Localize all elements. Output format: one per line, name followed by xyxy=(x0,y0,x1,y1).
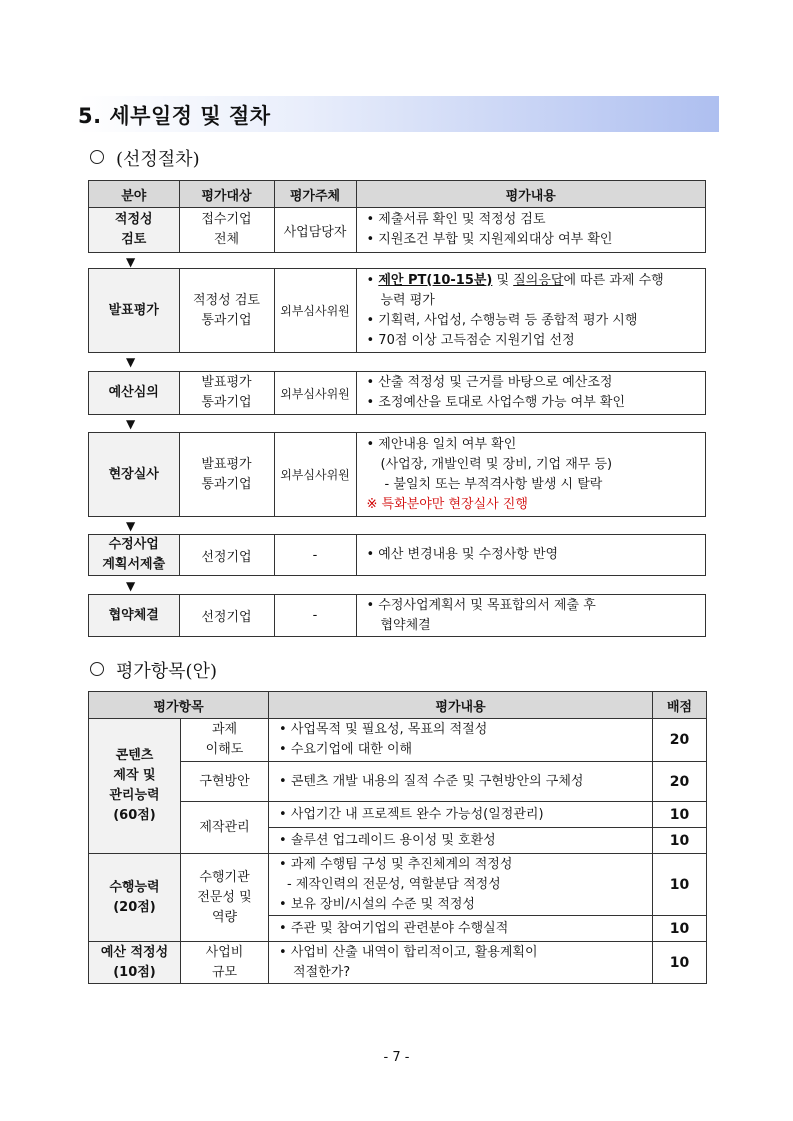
step-budget-review xyxy=(88,371,706,415)
score: 20 xyxy=(653,762,707,802)
group-content-production: 콘텐츠 제작 및 관리능력 (60점) xyxy=(89,719,181,854)
eval-content: • 사업비 산출 내역이 합리적이고, 활용계획이 적절한가? xyxy=(269,942,653,984)
group-budget-adequacy: 예산 적정성 (10점) xyxy=(89,942,181,984)
down-arrow-icon: ▼ xyxy=(126,417,136,431)
step-revised-plan xyxy=(88,534,706,576)
eval-content: • 주관 및 참여기업의 관련분야 수행실적 xyxy=(269,916,653,942)
step-evaluator: - xyxy=(274,535,356,575)
eval-content: • 솔루션 업그레이드 용이성 및 호환성 xyxy=(269,828,653,854)
header-content: 평가내용 xyxy=(356,181,705,208)
step-category: 현장실사 xyxy=(89,433,179,516)
down-arrow-icon: ▼ xyxy=(126,355,136,369)
group-execution-capability: 수행능력 (20점) xyxy=(89,854,181,942)
down-arrow-icon: ▼ xyxy=(126,579,136,593)
table-row xyxy=(89,762,707,802)
score: 10 xyxy=(653,854,707,916)
score: 10 xyxy=(653,828,707,854)
step-target: 선정기업 xyxy=(179,535,274,575)
step-content: • 제출서류 확인 및 적정성 검토 • 지원조건 부합 및 지원제외대상 여부 확인 xyxy=(356,208,705,253)
eval-content: • 콘텐츠 개발 내용의 질적 수준 및 구현방안의 구체성 xyxy=(269,762,653,802)
header-score: 배점 xyxy=(653,692,707,719)
evaluation-table xyxy=(88,691,707,984)
header-target: 평가대상 xyxy=(179,181,274,208)
eval-content: • 과제 수행팀 구성 및 추진체계의 적정성 - 제작인력의 전문성, 역할분담 적정성 • 보유 장비/시설의 수준 및 적정성 xyxy=(269,854,653,916)
circle-bullet-icon xyxy=(90,150,104,164)
table-row xyxy=(89,802,707,828)
step-row xyxy=(89,208,705,253)
sub-item: 과제 이해도 xyxy=(181,719,269,762)
score: 10 xyxy=(653,916,707,942)
step-evaluator: 외부심사위원 xyxy=(274,269,356,352)
section-title: 5. 세부일정 및 절차 xyxy=(78,104,271,128)
sub-item: 수행기관 전문성 및 역량 xyxy=(181,854,269,942)
circle-bullet-icon xyxy=(90,662,104,676)
section-title-bar xyxy=(78,96,719,132)
score: 10 xyxy=(653,802,707,828)
sub-item: 제작관리 xyxy=(181,802,269,854)
subheading-selection-process: (선정절차) xyxy=(90,145,200,171)
step-presentation-eval xyxy=(88,268,706,353)
table-row xyxy=(89,854,707,916)
step-target: 선정기업 xyxy=(179,595,274,636)
score: 10 xyxy=(653,942,707,984)
step-evaluator: 외부심사위원 xyxy=(274,433,356,516)
down-arrow-icon: ▼ xyxy=(126,255,136,269)
sub-item: 구현방안 xyxy=(181,762,269,802)
step-category: 발표평가 xyxy=(89,269,179,352)
eval-content: • 사업목적 및 필요성, 목표의 적절성 • 수요기업에 대한 이해 xyxy=(269,719,653,762)
down-arrow-icon: ▼ xyxy=(126,519,136,533)
step-content: • 예산 변경내용 및 수정사항 반영 xyxy=(356,535,705,575)
step-category: 협약체결 xyxy=(89,595,179,636)
step-agreement xyxy=(88,594,706,637)
score: 20 xyxy=(653,719,707,762)
step-content: • 제안내용 일치 여부 확인 (사업장, 개발인력 및 장비, 기업 재무 등) - 불일치 또는 부적격사항 발생 시 탈락 ※ 특화분야만 현장실사 진행 xyxy=(356,433,705,516)
header-field: 분야 xyxy=(89,181,179,208)
step-evaluator: - xyxy=(274,595,356,636)
step-evaluator: 외부심사위원 xyxy=(274,372,356,414)
table-row xyxy=(89,942,707,984)
step-category: 예산심의 xyxy=(89,372,179,414)
table-row xyxy=(89,719,707,762)
step-content: • 수정사업계획서 및 목표합의서 제출 후 협약체결 xyxy=(356,595,705,636)
step-evaluator: 사업담당자 xyxy=(274,208,356,253)
step-category: 적정성 검토 xyxy=(89,208,179,253)
step-target: 발표평가 통과기업 xyxy=(179,372,274,414)
step-category: 수정사업 계획서제출 xyxy=(89,535,179,575)
header-eval-item: 평가항목 xyxy=(89,692,269,719)
step-site-inspection xyxy=(88,432,706,517)
header-evaluator: 평가주체 xyxy=(274,181,356,208)
step-target: 발표평가 통과기업 xyxy=(179,433,274,516)
step-content: • 제안 PT(10-15분) 및 질의응답에 따른 과제 수행 능력 평가 • 기획력, 사업성, 수행능력 등 종합적 평가 시행 • 70점 이상 고득점순 지원기업 선정 xyxy=(356,269,705,352)
process-table-header-step1 xyxy=(88,180,706,253)
step-target: 접수기업 전체 xyxy=(179,208,274,253)
header-eval-content: 평가내용 xyxy=(269,692,653,719)
step-content: • 산출 적정성 및 근거를 바탕으로 예산조정 • 조정예산을 토대로 사업수행 가능 여부 확인 xyxy=(356,372,705,414)
page-number: - 7 - xyxy=(383,1050,410,1065)
subheading-evaluation-items: 평가항목(안) xyxy=(90,657,217,683)
note-special-field: ※ 특화분야만 현장실사 진행 xyxy=(366,496,528,512)
eval-content: • 사업기간 내 프로젝트 완수 가능성(일정관리) xyxy=(269,802,653,828)
sub-item: 사업비 규모 xyxy=(181,942,269,984)
step-target: 적정성 검토 통과기업 xyxy=(179,269,274,352)
